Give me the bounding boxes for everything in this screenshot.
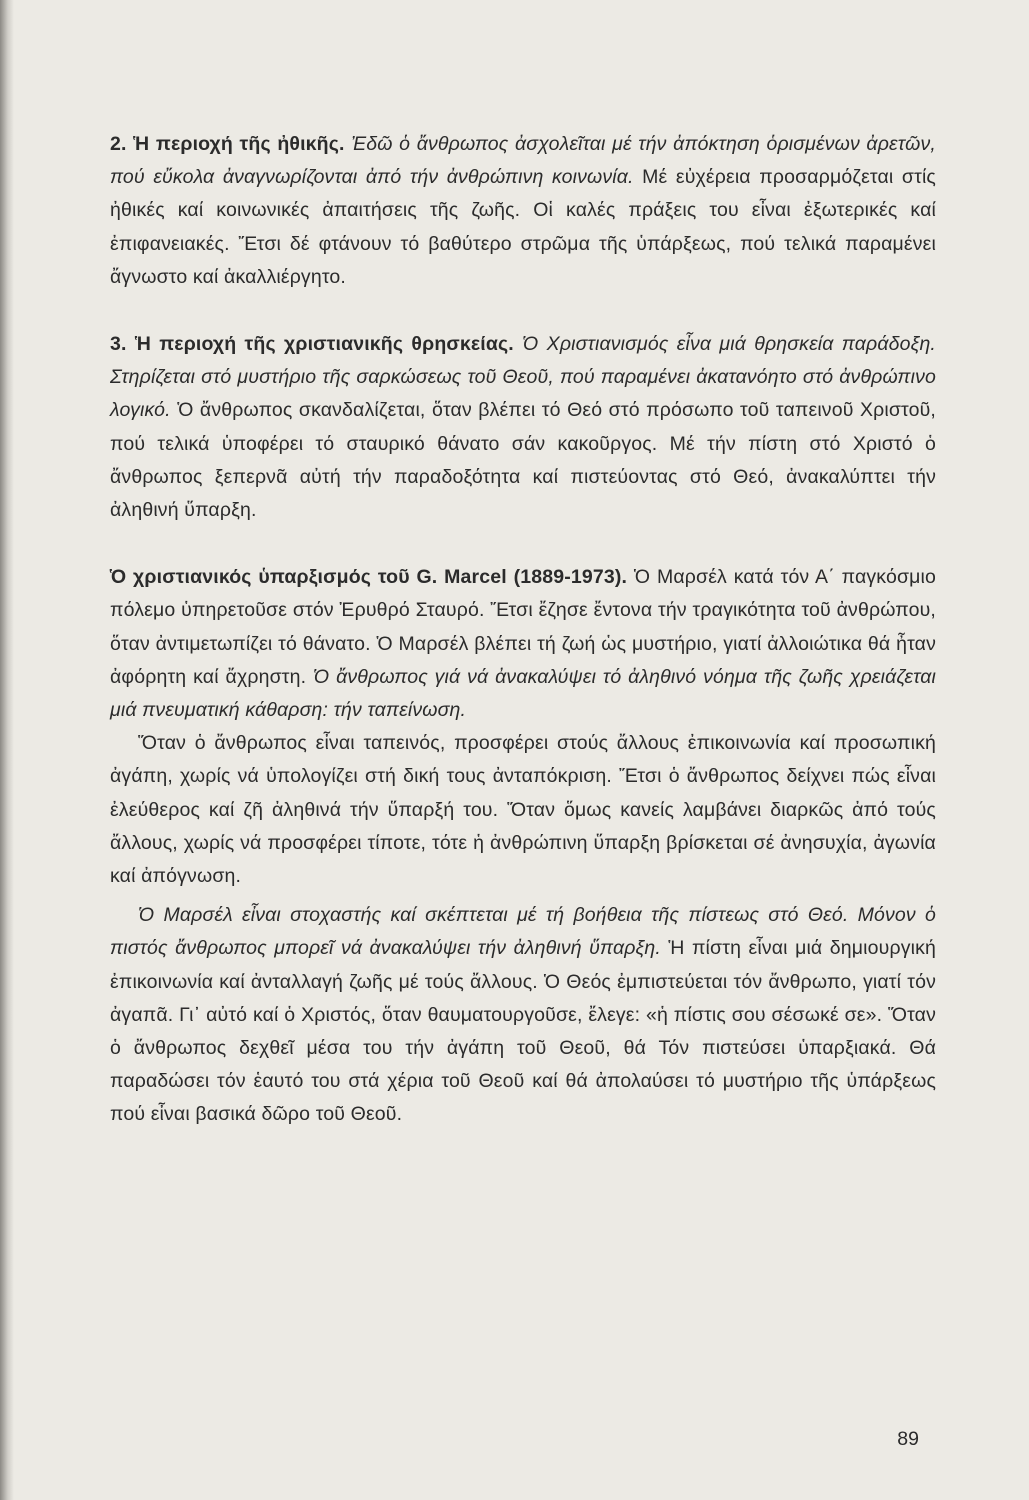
section-2-italic: Ἐδῶ ὁ ἄνθρωπος ἀσχολεῖται μέ τήν ἀπόκτηση ὁρισμένων ἀρετῶν, πού εὔκολα ἀναγνωρίζονται ἀπό τήν ἀνθρώπινη κοινωνία. <box>110 133 936 189</box>
marcel-text-2: Ὅταν ὁ ἄνθρωπος εἶναι ταπεινός, προσφέρει στούς ἄλλους ἐπικοινωνία καί προσωπική ἀγάπη, χωρίς νά ὑπολογίζει στή δική τους ἀνταπόκριση. Ἔτσι ὁ ἄνθρωπος δείχνει πώς εἶναι ἐλεύθερος καί ζῆ ἀληθινά τήν ὕπαρξή του. Ὅταν ὅμως κανείς λαμβάνει διαρκῶς ἀπό τούς ἄλλους, χωρίς νά προσφέρει τίποτε, τότε ἡ ἀνθρώπινη ὕπαρξη βρίσκεται σέ ἀνησυχία, ἀγωνία καί ἀπόγνωση. <box>110 732 936 888</box>
section-3-text: Ὁ ἄνθρωπος σκανδαλίζεται, ὅταν βλέπει τό Θεό στό πρόσωπο τοῦ ταπεινοῦ Χριστοῦ, πού τελικά ὑποφέρει τό σταυρικό θάνατο σάν κακοῦργος. Μέ τήν πίστη στό Χριστό ὁ ἄνθρωπος ξεπερνᾶ αὐτή τήν παραδοξότητα καί πιστεύοντας στό Θεό, ἀνακαλύπτει τήν ἀληθινή ὕπαρξη. <box>110 399 936 522</box>
marcel-italic-2: Ὁ Μαρσέλ εἶναι στοχαστής καί σκέπτεται μέ τή βοήθεια τῆς πίστεως στό Θεό. Μόνον ὁ πιστός ἄνθρωπος μπορεῖ νά ἀνακαλύψει τήν ἀληθινή ὕπαρξη. <box>110 904 936 960</box>
marcel-paragraph-3 <box>110 899 936 1131</box>
section-2-text: Μέ εὐχέρεια προσαρμόζεται στίς ἠθικές καί κοινωνικές ἀπαιτήσεις τῆς ζωῆς. Οἱ καλές πράξεις του εἶναι ἐξωτερικές καί ἐπιφανειακές. Ἔτσι δέ φτάνουν τό βαθύτερο στρῶμα τῆς ὑπάρξεως, πού τελικά παραμένει ἄγνωστο καί ἀκαλλιέργητο. <box>110 166 936 288</box>
marcel-italic-1: Ὁ ἄνθρωπος γιά νά ἀνακαλύψει τό ἀληθινό νόημα τῆς ζωῆς χρειάζεται μιά πνευματική κάθαρση: τήν ταπείνωση. <box>110 665 936 722</box>
section-3-paragraph <box>110 328 936 527</box>
section-2-heading: 2. Ἡ περιοχή τῆς ἠθικῆς. <box>110 133 345 155</box>
section-3-italic: Ὁ Χριστιανισμός εἶνα μιά θρησκεία παράδοξη. Στηρίζεται στό μυστήριο τῆς σαρκώσεως τοῦ Θεοῦ, πού παραμένει ἀκατανόητο στό ἀνθρώπινο λογικό. <box>110 333 936 422</box>
page-number: 89 <box>897 1428 919 1450</box>
marcel-paragraph-1 <box>110 561 936 727</box>
marcel-paragraph-2 <box>110 727 936 893</box>
section-2-paragraph <box>110 128 936 294</box>
marcel-text-1: Ὁ Μαρσέλ κατά τόν Α΄ παγκόσμιο πόλεμο ὑπηρετοῦσε στόν Ἐρυθρό Σταυρό. Ἔτσι ἔζησε ἔντονα τήν τραγικότητα τοῦ ἀνθρώπου, ὅταν ἀντιμετωπίζει τό θάνατο. Ὁ Μαρσέλ βλέπει τή ζωή ὡς μυστήριο, γιατί ἀλλοιώτικα θά ἦταν ἀφόρητη καί ἄχρηστη. <box>110 566 936 688</box>
section-3-heading: 3. Ἡ περιοχή τῆς χριστιανικῆς θρησκείας. <box>110 333 514 356</box>
binding-shadow <box>0 0 14 1500</box>
marcel-heading: Ὁ χριστιανικός ὑπαρξισμός τοῦ G. Marcel (1889-1973). <box>110 566 628 589</box>
page-body <box>110 128 936 1132</box>
marcel-text-3: Ἡ πίστη εἶναι μιά δημιουργική ἐπικοινωνία καί ἀνταλλαγή ζωῆς μέ τούς ἄλλους. Ὁ Θεός ἐμπιστεύεται τόν ἄνθρωπο, γιατί τόν ἀγαπᾶ. Γι᾽ αὐτό καί ὁ Χριστός, ὅταν θαυματουργοῦσε, ἔλεγε: «ἡ πίστις σου σέσωκέ σε». Ὅταν ὁ ἄνθρωπος δεχθεῖ μέσα του τήν ἀγάπη τοῦ Θεοῦ, θά Τόν πιστεύσει ὑπαρξιακά. Θά παραδώσει τόν ἑαυτό του στά χέρια τοῦ Θεοῦ καί θά ἀπολαύσει τό μυστήριο τῆς ὑπάρξεως πού εἶναι βασικά δῶρο τοῦ Θεοῦ. <box>110 937 936 1126</box>
